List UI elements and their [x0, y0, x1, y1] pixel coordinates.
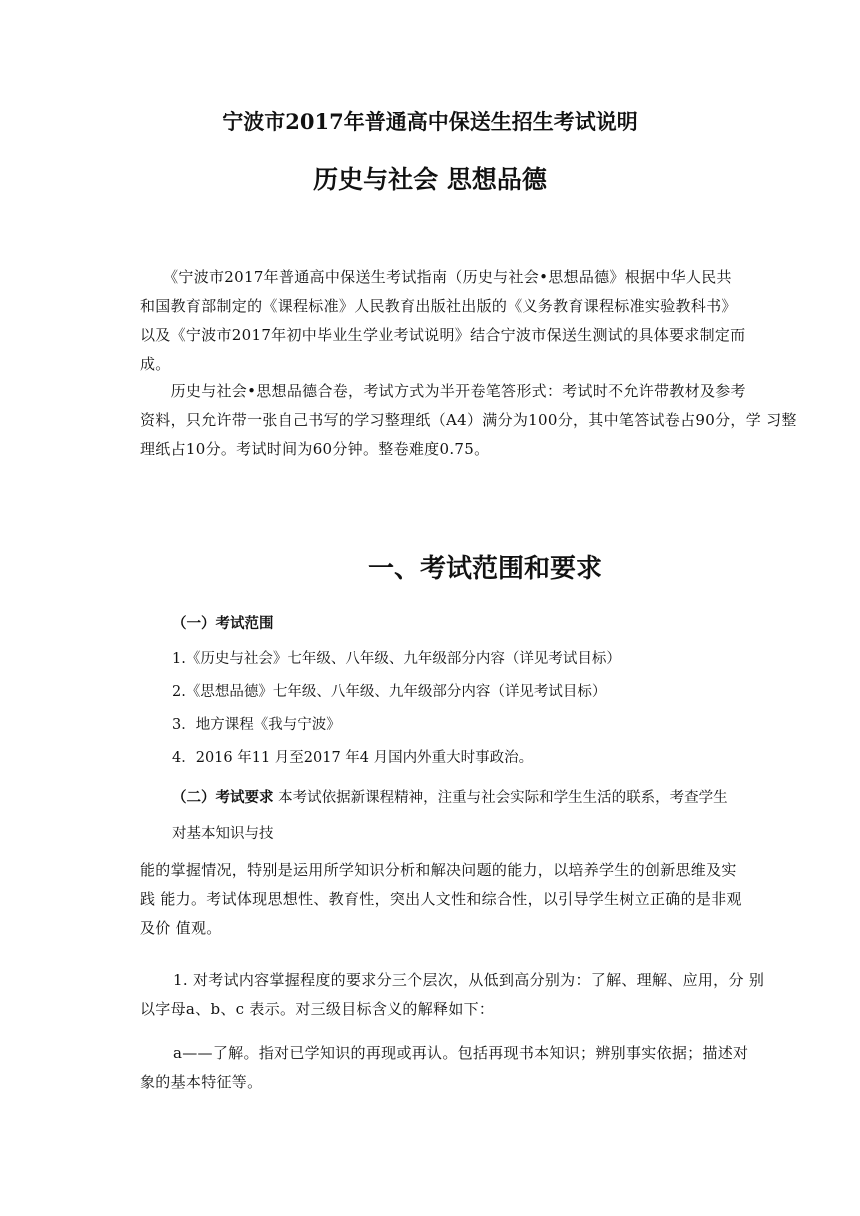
text-line: 《宁波市2017年普通高中保送生考试指南（历史与社会•思想品德》根据中华人民共 — [140, 268, 732, 286]
section-heading: 一、考试范围和要求 — [368, 554, 603, 584]
text-line: 能的掌握情况，特别是运用所学知识分析和解决问题的能力，以培养学生的创新思维及实 — [140, 861, 737, 879]
text-line: 1. 对考试内容掌握程度的要求分三个层次，从低到高分别为：了解、理解、应用，分 别 — [173, 971, 765, 989]
text-line: 理纸占10分。考试时间为60分钟。整卷难度0.75。 — [140, 440, 490, 458]
text-line: 资料，只允许带一张自己书写的学习整理纸（A4）满分为100分，其中笔答试卷占90分，学 习整 — [140, 411, 797, 429]
text-line: 历史与社会•思想品德合卷，考试方式为半开卷笔答形式：考试时不允许带教材及参考 — [140, 382, 746, 400]
requirement-line — [172, 786, 728, 807]
requirement-text: 本考试依据新课程精神，注重与社会实际和学生生活的联系，考查学生 — [273, 790, 728, 806]
text-line: 及价 值观。 — [140, 919, 222, 937]
requirement-text-cont: 对基本知识与技 — [172, 826, 274, 842]
text-line: 成。 — [140, 355, 171, 373]
requirement-heading: （二）考试要求 — [172, 789, 274, 806]
scope-item: 3．地方课程《我与宁波》 — [172, 717, 341, 733]
intro-paragraph-1 — [140, 263, 745, 379]
text-line: 以字母a、b、c 表示。对三级目标含义的解释如下： — [140, 1000, 495, 1018]
intro-paragraph-2 — [140, 377, 797, 464]
scope-heading: （一）考试范围 — [172, 615, 274, 632]
level-paragraph — [140, 966, 764, 1024]
text-line: 以及《宁波市2017年初中毕业生学业考试说明》结合宁波市保送生测试的具体要求制定而 — [140, 326, 746, 344]
scope-item: 2.《思想品德》七年级、八年级、九年级部分内容（详见考试目标） — [172, 684, 607, 700]
text-line: 践 能力。考试体现思想性、教育性，突出人文性和综合性，以引导学生树立正确的是非观 — [140, 890, 742, 908]
requirement-paragraph — [140, 856, 742, 943]
scope-item: 1.《历史与社会》七年级、八年级、九年级部分内容（详见考试目标） — [172, 651, 621, 667]
document-subtitle: 历史与社会 思想品德 — [313, 165, 547, 194]
level-a-paragraph — [140, 1039, 748, 1097]
text-line: 象的基本特征等。 — [140, 1073, 263, 1091]
text-line: a——了解。指对已学知识的再现或再认。包括再现书本知识；辨别事实依据；描述对 — [173, 1044, 749, 1062]
scope-item: 4．2016 年11 月至2017 年4 月国内外重大时事政治。 — [172, 750, 534, 766]
text-line: 和国教育部制定的《课程标准》人民教育出版社出版的《义务教育课程标准实验教科书》 — [140, 297, 737, 315]
document-title: 宁波市2017年普通高中保送生招生考试说明 — [222, 109, 638, 134]
